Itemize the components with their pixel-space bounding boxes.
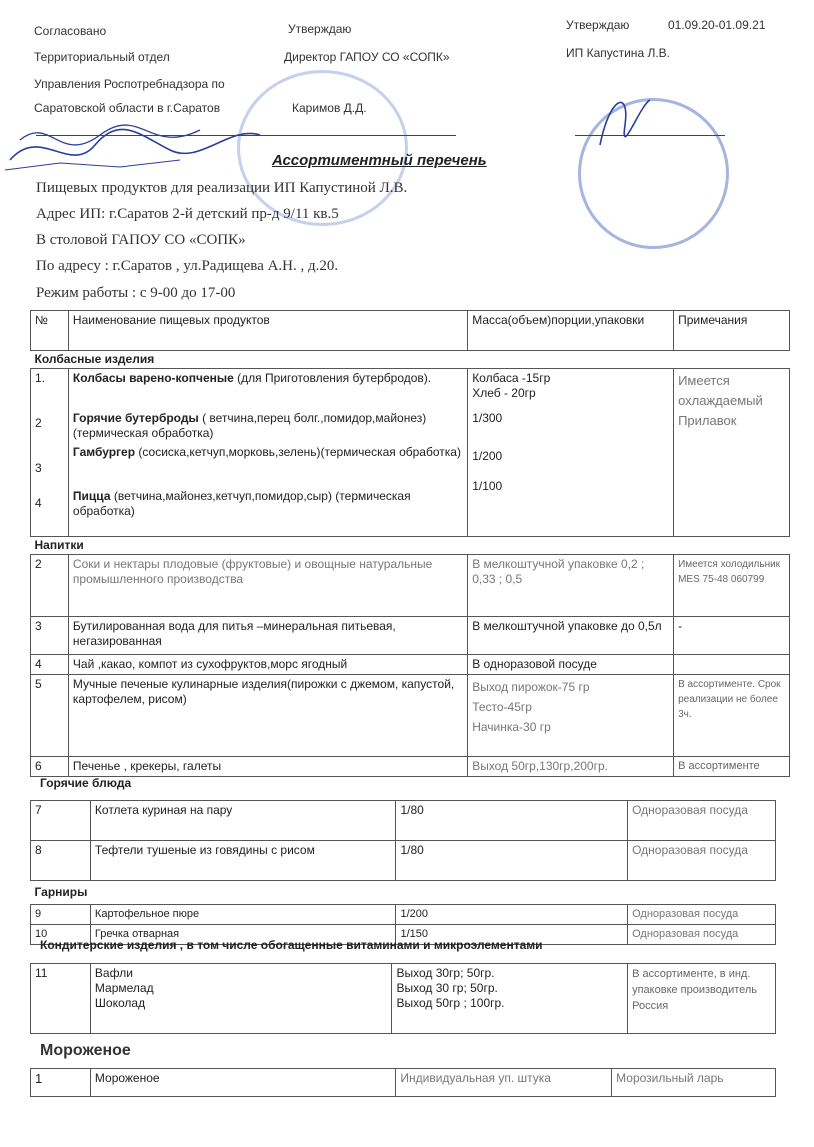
dept-line-3: Саратовской области в г.Саратов: [34, 101, 221, 115]
table-row: 8 Тефтели тушеные из говядины с рисом 1/80 Одноразовая посуда: [31, 841, 776, 881]
table-row: 7 Котлета куриная на пару 1/80 Одноразовая посуда: [31, 801, 776, 841]
section-garnish: Гарниры: [31, 881, 776, 905]
col-header-name: Наименование пищевых продуктов: [68, 311, 467, 351]
row-names: Колбасы варено-копченые (для Приготовления бутербродов). Горячие бутерброды ( ветчина,перец болг.,помидор,майонез)(термическая обработка) Гамбургер (сосиска,кетчуп,морковь,зелень)(термическая обработка) Пицца (ветчина,майонез,кетчуп,помидор,сыр) (термическая обработка): [68, 369, 467, 537]
col-header-num: №: [31, 311, 69, 351]
ip-name: ИП Капустина Л.В.: [566, 46, 670, 60]
hot-dishes-title: Горячие блюда: [40, 776, 132, 790]
approve-label-2: Утверждаю: [566, 18, 630, 32]
section-drinks: Напитки: [31, 537, 790, 555]
director-name: Каримов Д.Д.: [292, 101, 367, 115]
intro-line-1: Пищевых продуктов для реализации ИП Капустиной Л.В.: [36, 180, 408, 196]
num-3: 3: [35, 461, 42, 475]
signature-line: [36, 135, 456, 136]
row-masses: Колбаса -15гр Хлеб - 20гр 1/300 1/200 1/100: [468, 369, 674, 537]
confectionery-title: Кондитерские изделия , в том числе обогащенные витаминами и микроэлементами: [40, 938, 543, 952]
hot-dishes-table: [30, 800, 776, 945]
document-title: Ассортиментный перечень: [272, 152, 487, 169]
num-1: 1.: [35, 371, 46, 385]
confect-item: Мармелад: [94, 981, 154, 995]
table-row: 2 Соки и нектары плодовые (фруктовые) и овощные натуральные промышленного производства В мелкоштучной упаковке 0,2 ; 0,33 ; 0,5 Имеется холодильник MES 75-48 060799: [31, 555, 790, 617]
row-nums: [31, 369, 69, 537]
agreed-label: Согласовано: [34, 24, 107, 38]
section-row: [31, 537, 790, 555]
signature-line-2: [575, 135, 725, 136]
section-sausage: Колбасные изделия: [31, 351, 790, 369]
intro-line-5: Режим работы : с 9-00 до 17-00: [36, 285, 236, 301]
intro-line-4: По адресу : г.Саратов , ул.Радищева А.Н. , д.20.: [36, 258, 339, 274]
director-title: Директор ГАПОУ СО «СОПК»: [284, 50, 450, 64]
confectionery-table: [30, 963, 776, 1034]
col-header-note: Примечания: [674, 311, 790, 351]
table-row: 10 Гречка отварная 1/150 Одноразовая посуда: [31, 925, 776, 945]
table-row: 5 Мучные печеные кулинарные изделия(пирожки с джемом, капустой, картофелем, рисом) Выход пирожок-75 гр Тесто-45гр Начинка-30 гр В ассортименте. Срок реализации не более 3ч.: [31, 675, 790, 757]
dept-line-2: Управления Роспотребнадзора по: [34, 77, 225, 91]
approve-label-1: Утверждаю: [288, 22, 352, 36]
confect-item: Шоколад: [94, 996, 146, 1010]
table-row: 3 Бутилированная вода для питья –минеральная питьевая, негазированная В мелкоштучной упаковке до 0,5л -: [31, 617, 790, 655]
table-row: 4 Чай ,какао, компот из сухофруктов,морс ягодный В одноразовой посуде: [31, 655, 790, 675]
confect-item: Вафли: [94, 966, 133, 980]
num-2: 2: [35, 416, 42, 430]
validity-period: 01.09.20-01.09.21: [668, 18, 766, 32]
sausage-note: Имеется охлаждаемый Прилавок: [674, 369, 790, 537]
num-4: 4: [35, 496, 42, 510]
icecream-title: Мороженое: [40, 1042, 131, 1059]
col-header-mass: Масса(объем)порции,упаковки: [468, 311, 674, 351]
dept-line-1: Территориальный отдел: [34, 50, 170, 64]
section-row: [31, 881, 776, 905]
table-row: 11 Вафли Мармелад Шоколад Выход 30гр; 50гр. Выход 30 гр; 50гр. Выход 50гр ; 100гр. В ассортименте, в инд. упаковке производитель Россия: [31, 964, 776, 1034]
intro-line-2: Адрес ИП: г.Саратов 2-й детский пр-д 9/11 кв.5: [36, 206, 339, 222]
icecream-table: [30, 1068, 776, 1097]
section-row: [31, 351, 790, 369]
ip-signature-icon: [590, 85, 660, 155]
table-row: 1 Мороженое Индивидуальная уп. штука Морозильный ларь: [31, 1069, 776, 1097]
table-row: 6 Печенье , крекеры, галеты Выход 50гр,130гр,200гр. В ассортименте: [31, 757, 790, 777]
table-header-row: [31, 311, 790, 351]
table-row: [31, 369, 790, 537]
intro-line-3: В столовой ГАПОУ СО «СОПК»: [36, 232, 246, 248]
table-row: 9 Картофельное пюре 1/200 Одноразовая посуда: [31, 905, 776, 925]
stamp-icon: [237, 70, 408, 226]
assortment-table: [30, 310, 790, 777]
